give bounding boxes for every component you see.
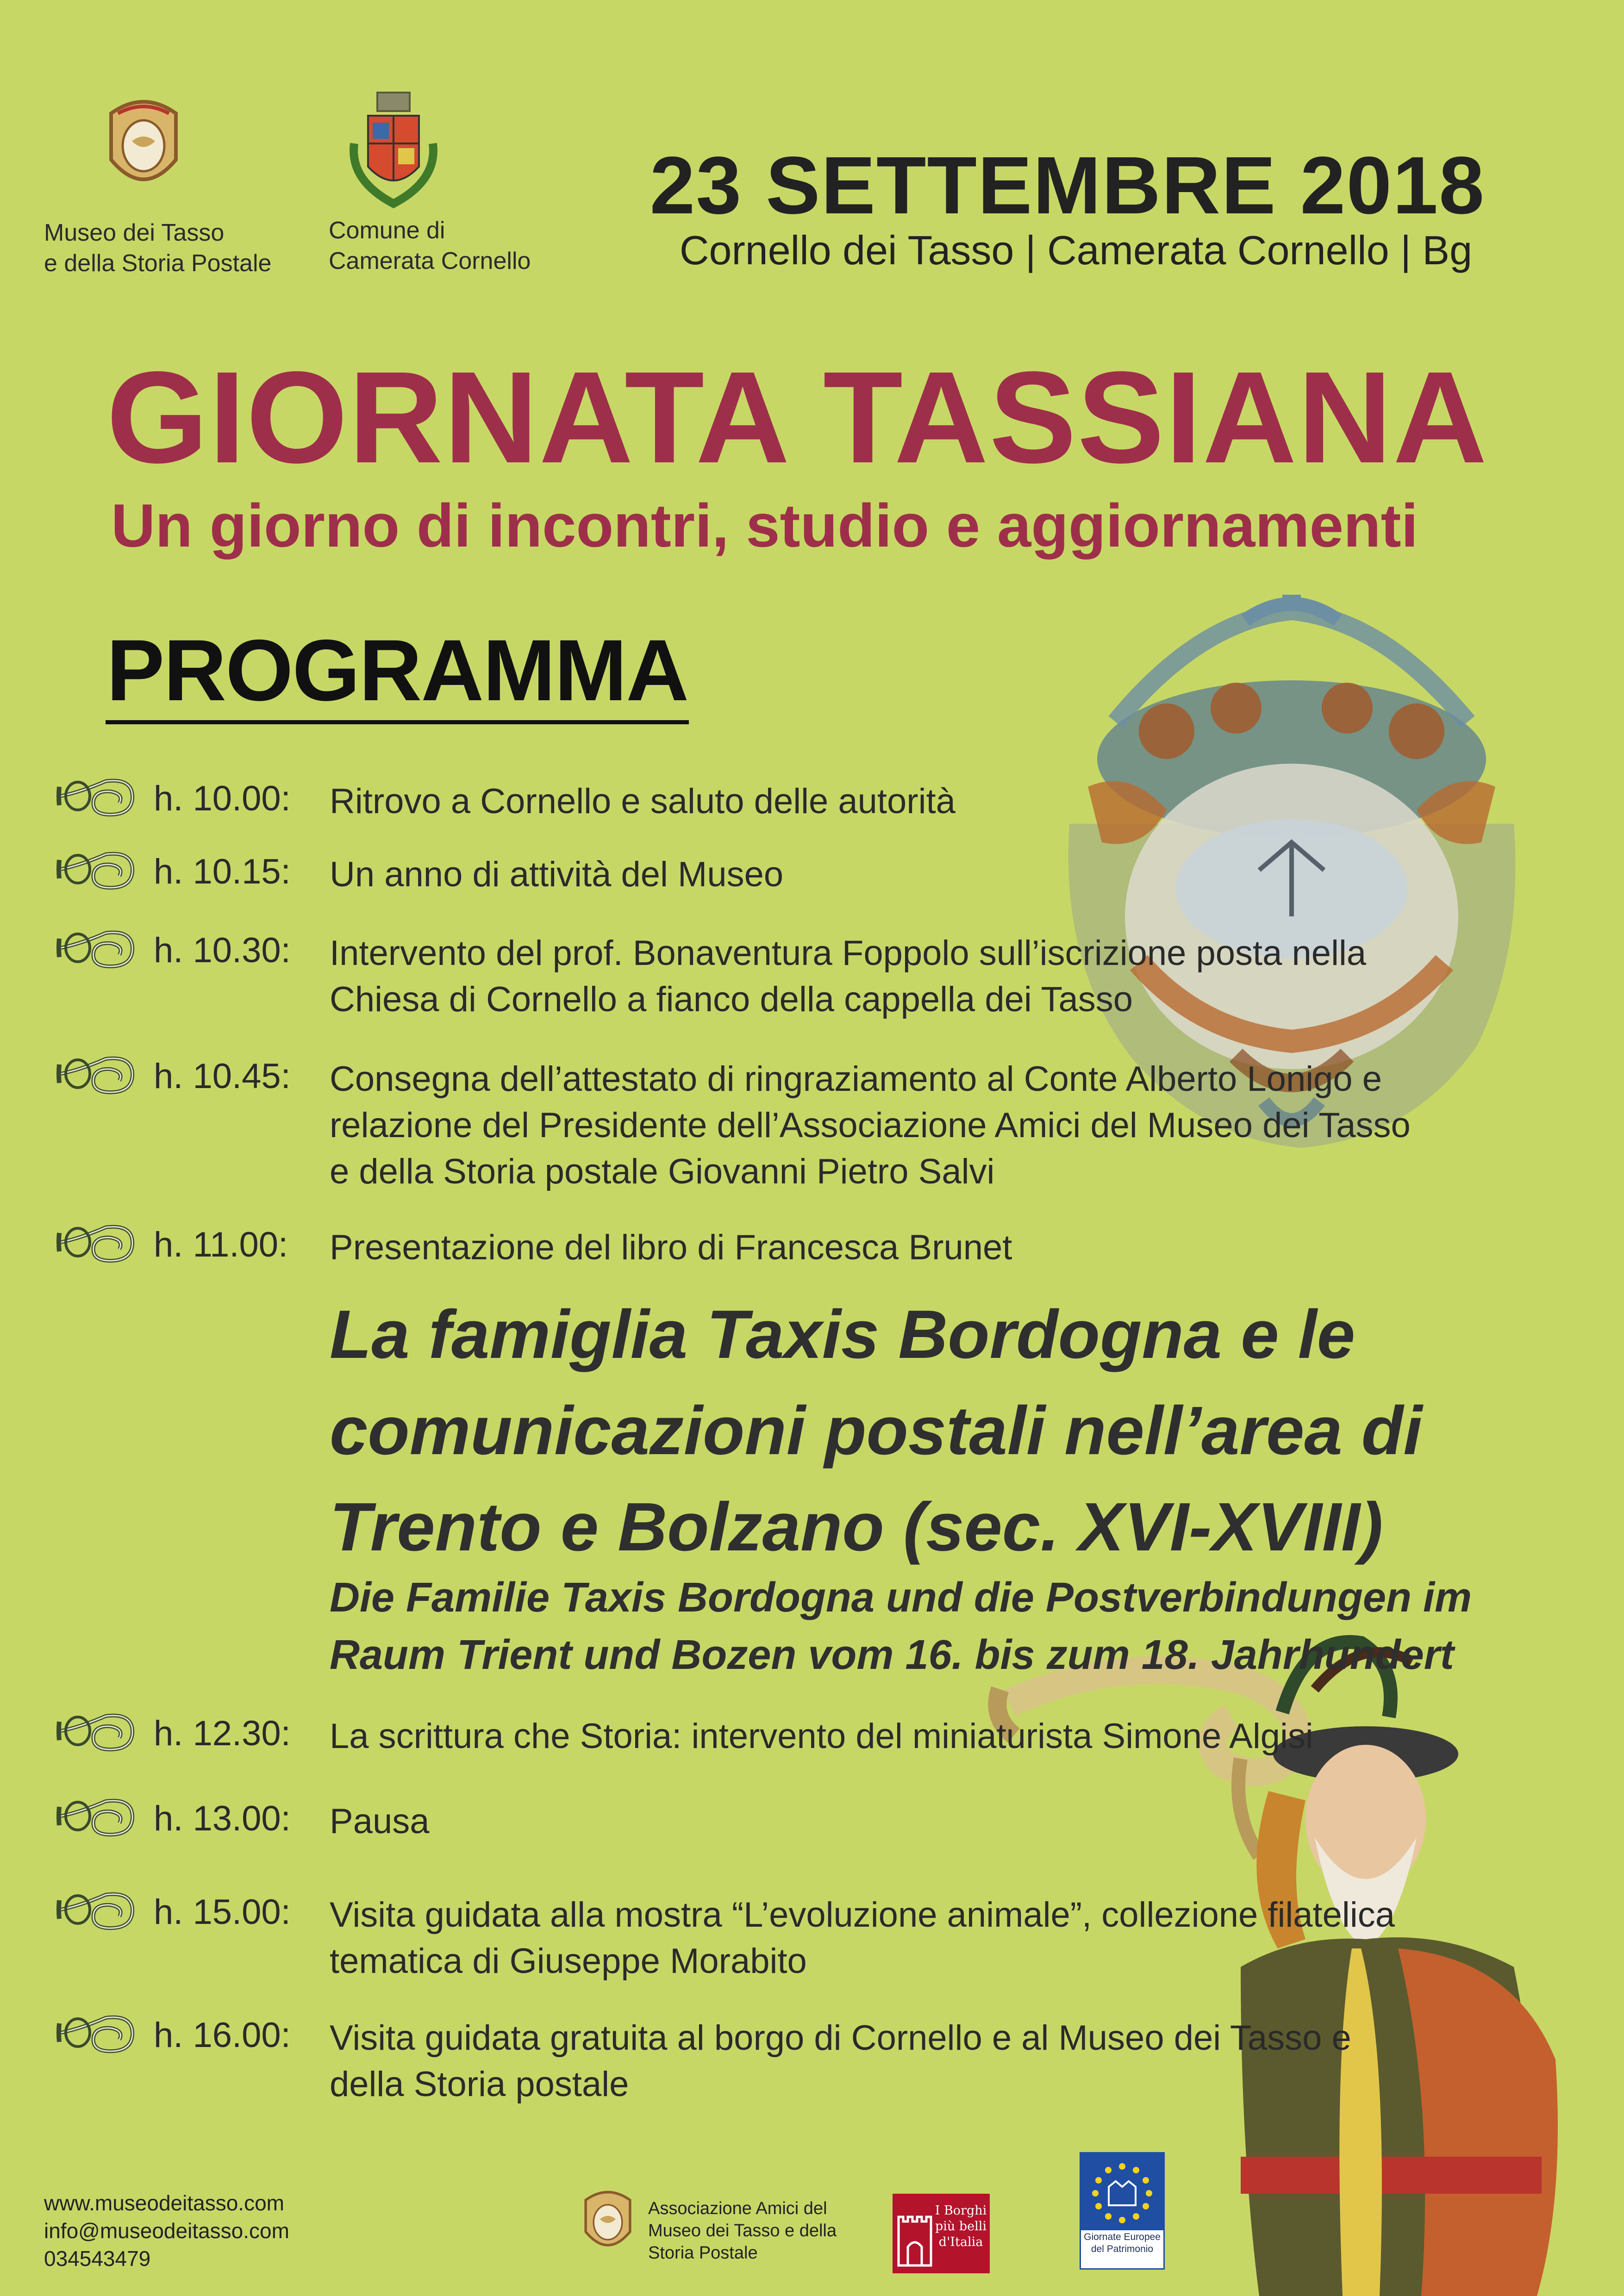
page-subtitle: Un giorno di incontri, studio e aggiornamenti bbox=[111, 492, 1418, 560]
program-time: h. 10.45: bbox=[154, 1057, 291, 1096]
museum-logo-caption bbox=[44, 218, 271, 279]
borghi-castle-icon bbox=[896, 2208, 934, 2268]
description-line: Chiesa di Cornello a fianco della cappella dei Tasso bbox=[330, 980, 1133, 1019]
program-description bbox=[330, 778, 1505, 825]
program-description bbox=[330, 1798, 1505, 1845]
association-line: Associazione Amici del bbox=[648, 2199, 827, 2218]
program-time: h. 13.00: bbox=[154, 1799, 291, 1838]
program-time: h. 16.00: bbox=[154, 2016, 291, 2055]
postal-horn-icon bbox=[55, 1793, 136, 1839]
book-title-line: Trento e Bolzano (sec. XVI-XVIII) bbox=[330, 1489, 1383, 1565]
program-time: h. 10.30: bbox=[154, 931, 291, 970]
postal-horn-icon bbox=[55, 1886, 136, 1933]
postal-horn-icon bbox=[55, 1708, 136, 1754]
email-link[interactable]: info@museodeitasso.com bbox=[44, 2219, 289, 2243]
book-german-line: Raum Trient und Bozen vom 16. bis zum 18. Jahrhundert bbox=[330, 1632, 1454, 1678]
description-line: tematica di Giuseppe Morabito bbox=[330, 1941, 807, 1981]
description-line: Visita guidata gratuita al borgo di Cornello e al Museo dei Tasso e bbox=[330, 2018, 1351, 2058]
museum-caption-line: Museo dei Tasso bbox=[44, 219, 225, 246]
museum-crest-logo bbox=[100, 95, 187, 201]
program-time: h. 15.00: bbox=[154, 1892, 291, 1932]
museum-caption-line: e della Storia Postale bbox=[44, 250, 272, 277]
eu-stars-icon bbox=[1081, 2153, 1163, 2230]
comune-logo-caption bbox=[329, 215, 531, 276]
comune-caption-line: Camerata Cornello bbox=[329, 248, 531, 274]
borghi-line: d'Italia bbox=[938, 2235, 983, 2249]
description-line: relazione del Presidente dell’Associazione Amici del Museo dei Tasso bbox=[330, 1106, 1411, 1145]
postal-horn-icon bbox=[55, 773, 136, 819]
comune-crest-logo bbox=[340, 88, 447, 213]
eu-line: del Patrimonio bbox=[1091, 2244, 1154, 2254]
postal-horn-icon bbox=[55, 1051, 136, 1097]
book-title-line: comunicazioni postali nell’area di bbox=[330, 1393, 1423, 1469]
program-description bbox=[330, 1892, 1505, 1985]
book-title-german bbox=[330, 1569, 1556, 1684]
book-german-line: Die Familie Taxis Bordogna und die Postverbindungen im bbox=[330, 1574, 1472, 1621]
program-description bbox=[330, 1056, 1505, 1195]
postal-horn-icon bbox=[55, 846, 136, 892]
borghi-line: I Borghi bbox=[935, 2203, 987, 2218]
eu-line: Giornate Europee bbox=[1084, 2232, 1161, 2242]
phone-number: 034543479 bbox=[44, 2246, 151, 2271]
event-location: Cornello dei Tasso | Camerata Cornello | Bg bbox=[680, 227, 1473, 273]
program-time: h. 11.00: bbox=[154, 1225, 288, 1264]
postal-horn-icon bbox=[55, 1219, 136, 1265]
book-title bbox=[330, 1287, 1515, 1575]
borghi-italia-logo bbox=[893, 2194, 990, 2273]
description-line: Visita guidata alla mostra “L’evoluzione animale”, collezione filatelica bbox=[330, 1895, 1395, 1935]
description-line: della Storia postale bbox=[330, 2065, 629, 2104]
event-date: 23 SETTEMBRE 2018 bbox=[650, 140, 1485, 231]
description-line: Un anno di attività del Museo bbox=[330, 855, 784, 894]
program-description bbox=[330, 1225, 1505, 1271]
description-line: Intervento del prof. Bonaventura Foppolo sull’iscrizione posta nella bbox=[330, 933, 1367, 973]
program-heading-underline bbox=[106, 720, 689, 724]
association-line: Storia Postale bbox=[648, 2243, 758, 2263]
program-heading: PROGRAMMA bbox=[106, 622, 688, 719]
contact-info bbox=[44, 2189, 289, 2272]
eu-logo-text bbox=[1081, 2231, 1163, 2255]
comune-caption-line: Comune di bbox=[329, 217, 445, 244]
program-time: h. 10.15: bbox=[154, 852, 291, 891]
book-title-line: La famiglia Taxis Bordogna e le bbox=[330, 1296, 1355, 1373]
borghi-line: più belli bbox=[935, 2219, 987, 2234]
description-line: Ritrovo a Cornello e saluto delle autorità bbox=[330, 782, 956, 821]
description-line: Presentazione del libro di Francesca Brunet bbox=[330, 1228, 1012, 1267]
eu-flag bbox=[1081, 2153, 1163, 2230]
description-line: Pausa bbox=[330, 1802, 430, 1841]
postal-horn-icon bbox=[55, 925, 136, 971]
program-description bbox=[330, 930, 1505, 1023]
association-crest-logo bbox=[578, 2187, 638, 2261]
website-link[interactable]: www.museodeitasso.com bbox=[44, 2191, 284, 2215]
program-time: h. 10.00: bbox=[154, 779, 291, 818]
program-description bbox=[330, 1713, 1505, 1760]
description-line: Consegna dell’attestato di ringraziamento al Conte Alberto Lonigo e bbox=[330, 1059, 1382, 1099]
association-line: Museo dei Tasso e della bbox=[648, 2221, 837, 2240]
association-name bbox=[648, 2197, 837, 2264]
description-line: e della Storia postale Giovanni Pietro Salvi bbox=[330, 1152, 995, 1191]
page-title: GIORNATA TASSIANA bbox=[106, 344, 1488, 490]
borghi-logo-text bbox=[934, 2203, 987, 2250]
postal-horn-icon bbox=[55, 2010, 136, 2056]
european-heritage-days-logo bbox=[1080, 2152, 1165, 2270]
program-description bbox=[330, 852, 1505, 898]
description-line: La scrittura che Storia: intervento del miniaturista Simone Algisi bbox=[330, 1717, 1313, 1756]
program-time: h. 12.30: bbox=[154, 1714, 291, 1753]
program-description bbox=[330, 2015, 1505, 2108]
